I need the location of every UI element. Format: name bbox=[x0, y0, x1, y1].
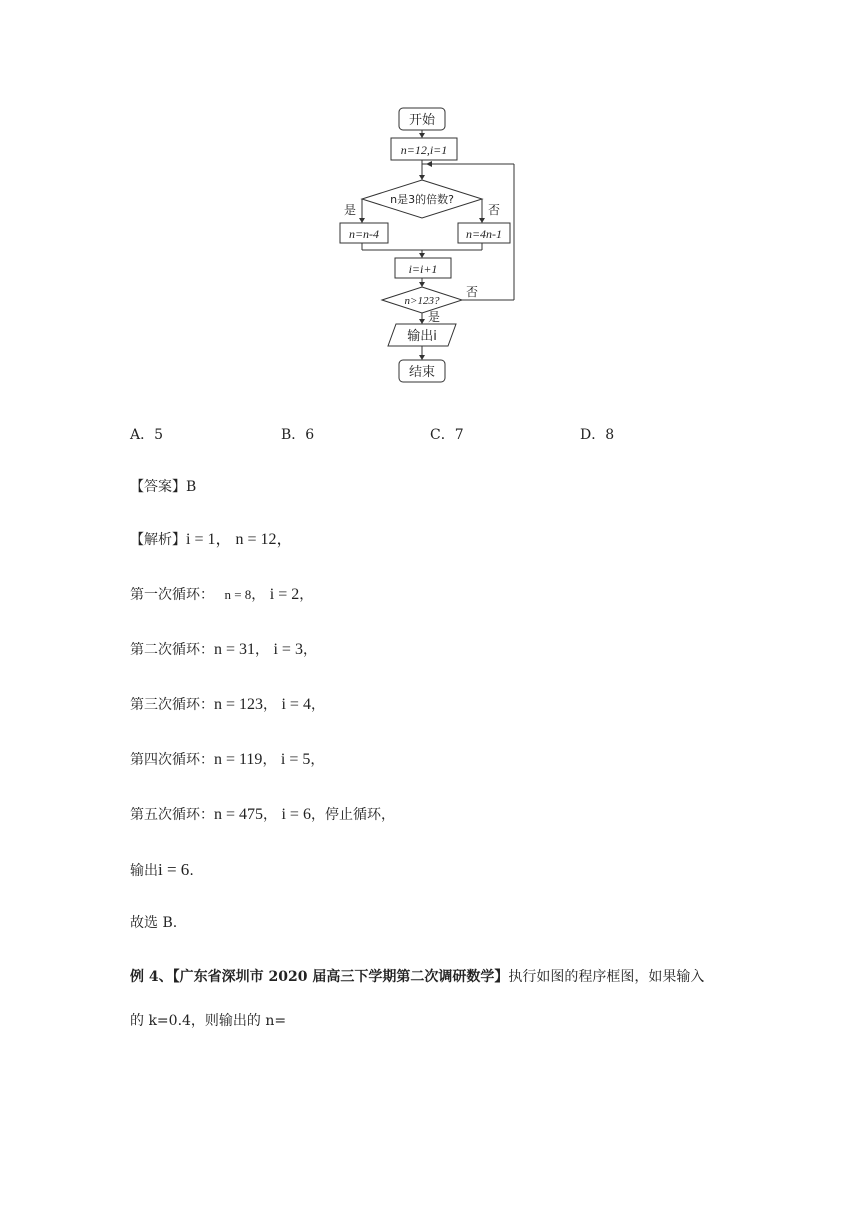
loop-i: i = 5 bbox=[280, 751, 311, 768]
loop-n: n = 8 bbox=[224, 587, 252, 602]
loop-label: 第五次循环： bbox=[130, 807, 214, 823]
incr-label: i=i+1 bbox=[408, 262, 438, 276]
analysis-prefix: 【解析】 bbox=[130, 532, 186, 548]
flowchart bbox=[0, 0, 860, 400]
output-label: 输出i bbox=[407, 329, 437, 344]
loop-tail: ， bbox=[310, 752, 325, 768]
conclusion-line: 故选 B. bbox=[130, 915, 178, 931]
loop-tail: ，停止循环， bbox=[310, 807, 395, 823]
no-label-1: 否 bbox=[488, 203, 501, 217]
example-body: 执行如图的程序框图，如果输入 bbox=[508, 969, 705, 985]
output-value: i = 6 bbox=[158, 860, 190, 879]
loop-label: 第四次循环： bbox=[130, 752, 214, 768]
loop-tail: ， bbox=[310, 697, 325, 713]
cond2-label: n>123? bbox=[404, 295, 440, 307]
yes-label-2: 是 bbox=[428, 310, 441, 324]
option-d: D．8 bbox=[580, 427, 615, 443]
loop-n: n = 123 bbox=[214, 696, 264, 713]
output-tail: . bbox=[189, 863, 194, 879]
end-label: 结束 bbox=[408, 365, 436, 380]
option-a: A．5 bbox=[130, 427, 164, 443]
right-op-label: n=4n-1 bbox=[465, 227, 503, 241]
loop-tail: ， bbox=[299, 587, 314, 603]
no-label-2: 否 bbox=[466, 285, 479, 299]
loop-line-2: 第二次循环：n = 31， i = 3， bbox=[130, 641, 317, 658]
loop-label: 第一次循环： bbox=[130, 587, 214, 603]
example-head: 例 4、【广东省深圳市 2020 届高三下学期第二次调研数学】 bbox=[130, 969, 509, 985]
output-text: 输出 bbox=[130, 863, 158, 879]
example-second-line: 的 k=0.4，则输出的 n= bbox=[130, 1013, 287, 1029]
output-line bbox=[130, 860, 194, 881]
option-c: C．7 bbox=[430, 427, 464, 443]
yes-label-1: 是 bbox=[344, 203, 357, 217]
init-label: n=12,i=1 bbox=[400, 143, 448, 157]
answer-line: 【答案】B bbox=[130, 479, 197, 495]
cond1-label: n是3的倍数? bbox=[390, 193, 454, 206]
option-b: B．6 bbox=[281, 427, 315, 443]
loop-i: i = 3 bbox=[273, 641, 303, 658]
loop-label: 第二次循环： bbox=[130, 642, 214, 658]
left-op-label: n=n-4 bbox=[348, 227, 380, 241]
loop-line-1: 第一次循环： n = 8， i = 2， bbox=[130, 586, 314, 603]
start-label: 开始 bbox=[408, 113, 436, 128]
loop-line-5: 第五次循环：n = 475， i = 6，停止循环， bbox=[130, 806, 395, 823]
analysis-init: i = 1， n = 12， bbox=[186, 531, 293, 548]
loop-i: i = 2 bbox=[269, 586, 300, 603]
loop-line-4: 第四次循环：n = 119， i = 5， bbox=[130, 751, 325, 768]
loop-n: n = 119 bbox=[214, 751, 263, 768]
example-heading-line bbox=[130, 967, 704, 987]
loop-i: i = 4 bbox=[281, 696, 311, 713]
loop-i: i = 6 bbox=[281, 806, 311, 823]
analysis-line bbox=[130, 530, 293, 550]
loop-n: n = 31 bbox=[214, 641, 256, 658]
loop-n: n = 475 bbox=[214, 806, 264, 823]
loop-tail: ， bbox=[302, 642, 317, 658]
loop-line-3: 第三次循环：n = 123， i = 4， bbox=[130, 696, 325, 713]
loop-label: 第三次循环： bbox=[130, 697, 214, 713]
